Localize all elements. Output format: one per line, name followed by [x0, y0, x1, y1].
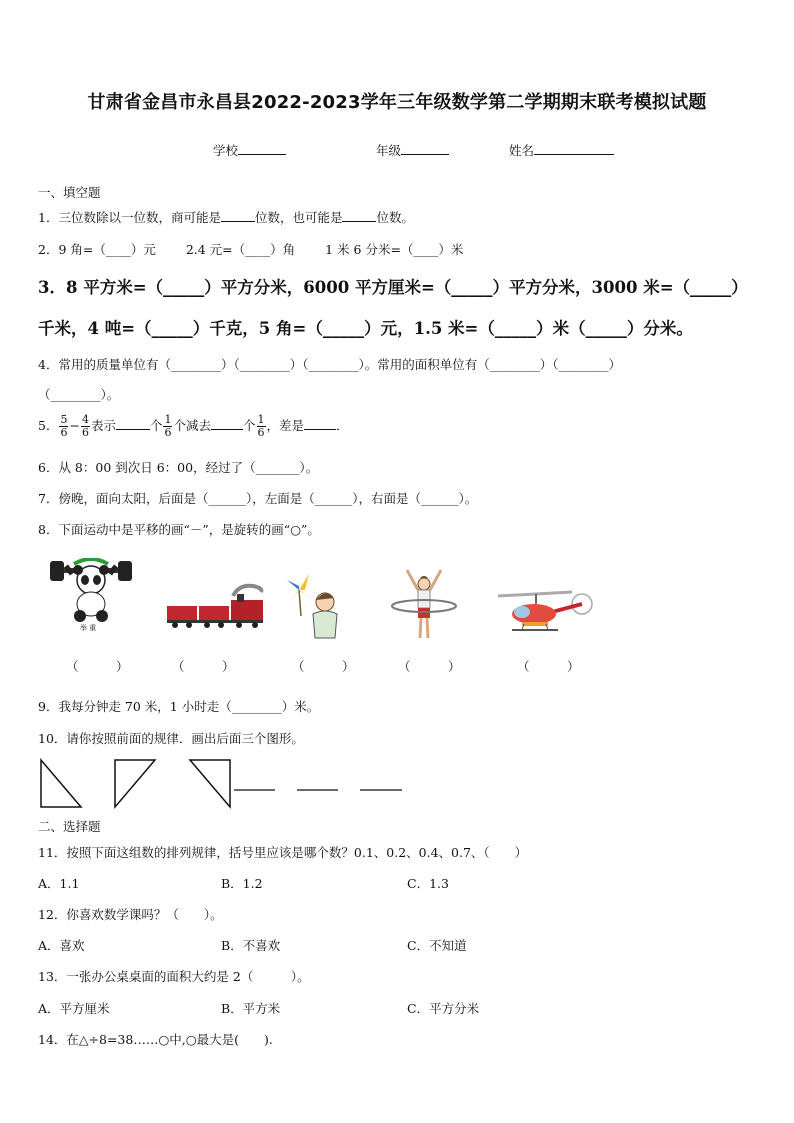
question-6: 6．从 8：00 到次日 6：00，经过了（_______）。: [38, 460, 319, 475]
q8-answer-3[interactable]: （ ）: [292, 659, 355, 674]
q5-blank-3[interactable]: [304, 417, 336, 430]
q2-part-c: 1 米 6 分米=（____）米: [325, 242, 464, 257]
question-4-line-1: 4．常用的质量单位有（________）（________）（________）。常用的面积单位有（________）（________）: [38, 357, 621, 372]
q13-option-a[interactable]: A．平方厘米: [38, 1001, 110, 1016]
q8-answer-2[interactable]: （ ）: [172, 659, 235, 674]
question-5: 5． $\frac{5}{6}$ − $\frac{4}{6}$ 表示 个 $\frac{1}{6}$ 个减去 个 $\frac{1}{6}$ ，差是 ．: [38, 413, 349, 439]
question-7: 7．傍晚，面向太阳，后面是（______），左面是（______），右面是（______）。: [38, 491, 478, 506]
fraction-1-6-b: $\frac{1}{6}$: [257, 413, 265, 439]
section-fill-blank: 一、填空题: [38, 185, 101, 200]
q12-option-c[interactable]: C．不知道: [407, 938, 467, 953]
question-13: 13．一张办公桌桌面的面积大约是 2（ ）。: [38, 969, 310, 984]
triangle-2: [115, 760, 155, 807]
question-1: [38, 208, 414, 226]
q1-text-a: 1．三位数除以一位数，商可能是: [38, 210, 221, 225]
question-4-line-2: （________）。: [38, 387, 120, 402]
grade-blank[interactable]: [401, 142, 449, 155]
q12-option-b[interactable]: B．不喜欢: [221, 938, 281, 953]
triangle-3: [190, 760, 230, 807]
hula-hoop-girl-image: [387, 566, 461, 642]
question-8: 8．下面运动中是平移的画“－”，是旋转的画“○”。: [38, 522, 320, 537]
question-10: 10．请你按照前面的规律．画出后面三个图形。: [38, 731, 304, 746]
school-label: 学校: [213, 143, 239, 158]
question-11: 11．按照下面这组数的排列规律，括号里应该是哪个数？0.1、0.2、0.4、0.7、（ ）: [38, 845, 528, 860]
q5-number: 5．: [38, 418, 59, 433]
question-3-line-2: 千米，4 吨=（_____）千克，5 角=（_____）元，1.5 米=（_____）米（_____）分米。: [38, 319, 693, 338]
q2-part-b: 2.4 元=（____）角: [185, 242, 296, 257]
pinwheel-boy-image: [285, 570, 345, 640]
q8-answer-1[interactable]: （ ）: [66, 659, 129, 674]
q11-option-c[interactable]: C．1.3: [407, 876, 449, 891]
triangle-pattern: [38, 757, 408, 811]
grade-field: [376, 141, 449, 159]
q12-option-a[interactable]: A．喜欢: [38, 938, 85, 953]
triangle-1: [41, 760, 81, 807]
name-field: [509, 141, 614, 159]
school-blank[interactable]: [238, 142, 286, 155]
q11-option-b[interactable]: B．1.2: [221, 876, 263, 891]
grade-label: 年级: [376, 143, 402, 158]
q1-blank-2[interactable]: [342, 209, 376, 222]
q5-blank-2[interactable]: [211, 417, 243, 430]
fraction-1-6-a: $\frac{1}{6}$: [164, 413, 172, 439]
minus-sign: −: [69, 418, 80, 433]
fraction-4-6: $\frac{4}{6}$: [81, 413, 89, 439]
helicopter-image: [496, 584, 596, 636]
train-image: [165, 582, 267, 630]
q13-option-c[interactable]: C．平方分米: [407, 1001, 480, 1016]
q13-option-b[interactable]: B．平方米: [221, 1001, 281, 1016]
school-field: [213, 141, 286, 159]
q1-text-c: 位数。: [376, 210, 414, 225]
q2-part-a: 2．9 角=（____）元: [38, 242, 156, 257]
question-2: [38, 240, 463, 258]
question-14: 14．在△÷8=38……○中,○最大是( ).: [38, 1032, 273, 1047]
q8-answer-4[interactable]: （ ）: [398, 659, 461, 674]
name-blank[interactable]: [534, 142, 614, 155]
section-choice: 二、选择题: [38, 819, 101, 834]
name-label: 姓名: [509, 143, 535, 158]
q8-answer-5[interactable]: （ ）: [517, 659, 580, 674]
question-3-line-1: 3．8 平方米=（_____）平方分米，6000 平方厘米=（_____）平方分米，3000 米=（_____）: [38, 278, 748, 297]
page-title: 甘肃省金昌市永昌县2022-2023学年三年级数学第二学期期末联考模拟试题: [87, 92, 707, 113]
q5-blank-1[interactable]: [116, 417, 150, 430]
q11-option-a[interactable]: A．1.1: [38, 876, 80, 891]
q1-blank-1[interactable]: [221, 209, 255, 222]
fraction-5-6: $\frac{5}{6}$: [60, 413, 68, 439]
weightlifting-caption: 举 重: [80, 624, 97, 632]
question-12: 12．你喜欢数学课吗？（ ）。: [38, 907, 223, 922]
question-9: 9．我每分钟走 70 米，1 小时走（________）米。: [38, 699, 320, 714]
q1-text-b: 位数，也可能是: [254, 210, 343, 225]
